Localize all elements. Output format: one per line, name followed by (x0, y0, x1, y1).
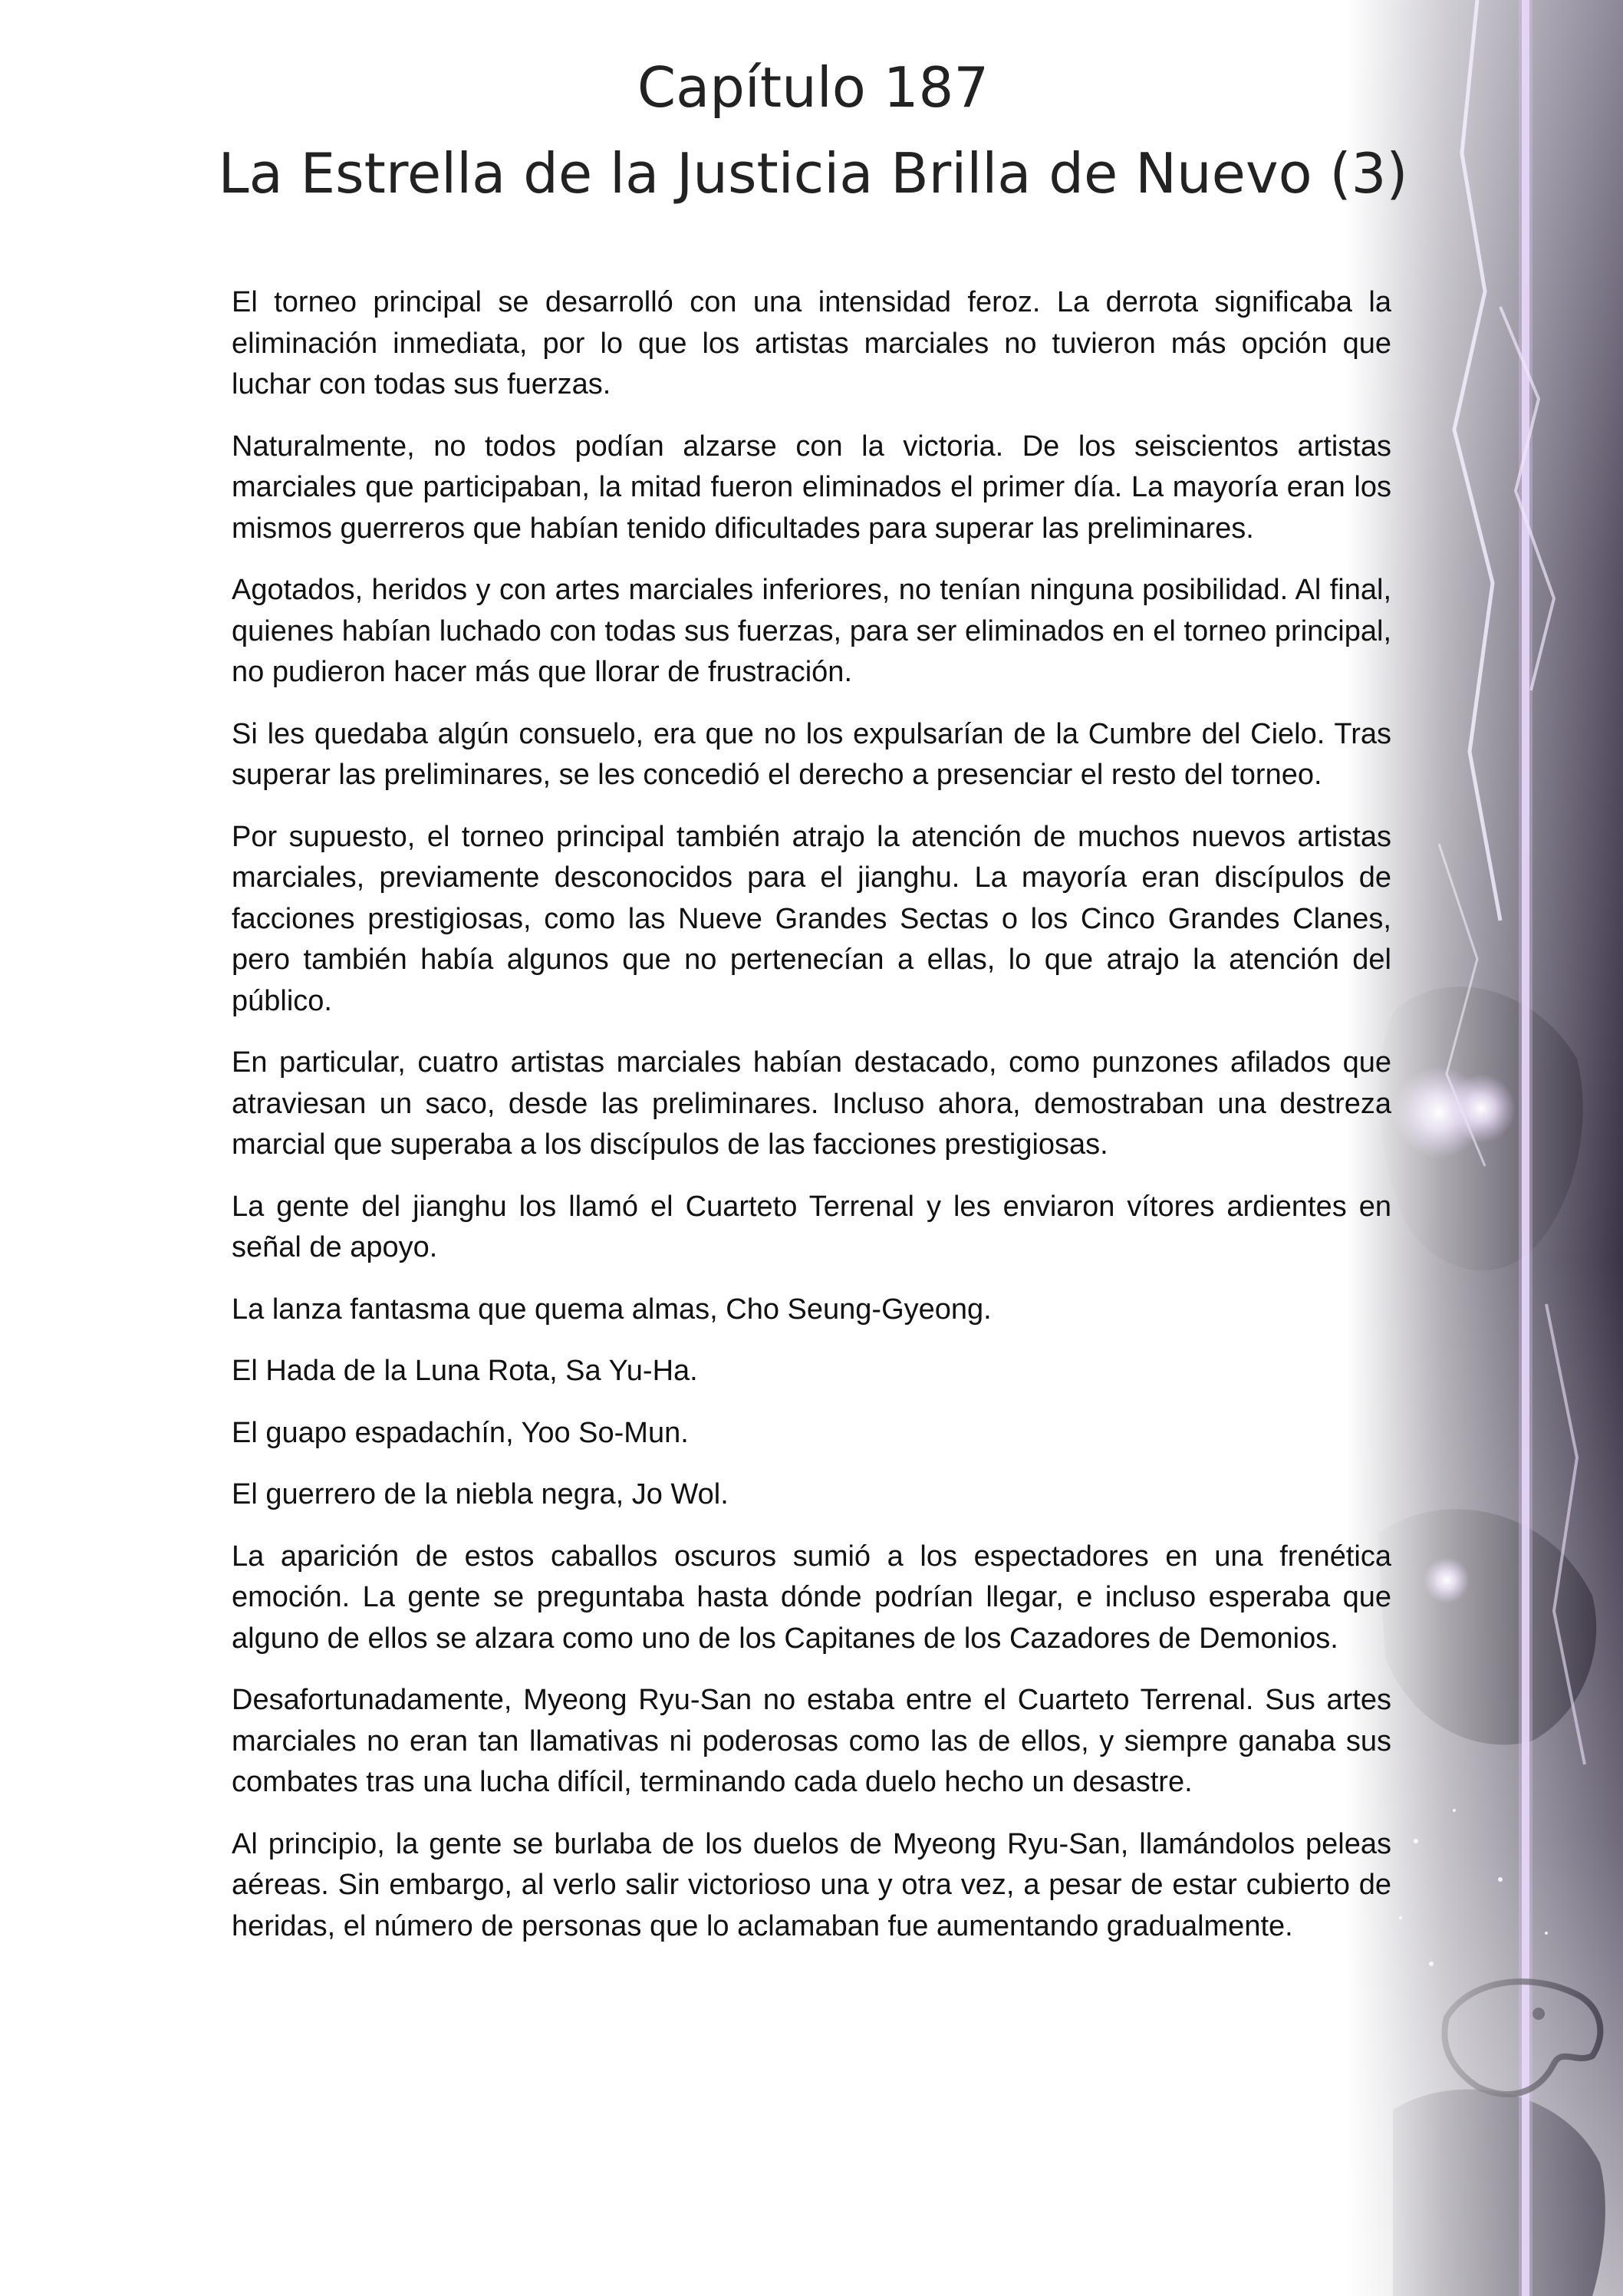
paragraph: La aparición de estos caballos oscuros sumió a los espectadores en una frenética emoción. La gente se preguntaba hasta dónde podrían llegar, e incluso esperaba que alguno de ellos se alzara como uno de los Capitanes de los Cazadores de Demonios. (232, 1540, 1391, 1655)
paragraph: Agotados, heridos y con artes marciales inferiores, no tenían ninguna posibilidad. Al final, quienes habían luchado con todas sus fuerzas, para ser eliminados en el torneo principal, no pudieron hacer más que llorar de frustración. (232, 574, 1391, 688)
paragraph: El Hada de la Luna Rota, Sa Yu-Ha. (232, 1355, 698, 1387)
paragraph: Por supuesto, el torneo principal también atrajo la atención de muchos nuevos artistas marciales, previamente desconocidos para el jianghu. La mayoría eran discípulos de facciones prestigiosas, como las Nueve Grandes Sectas o los Cinco Grandes Clanes, pero también había algunos que no pertenecían a ellas, lo que atrajo la atención del público. (232, 820, 1391, 1017)
paragraph: En particular, cuatro artistas marciales habían destacado, como punzones afilados que atraviesan un saco, desde las preliminares. Incluso ahora, demostraban una destreza marcial que superaba a los discípulos de las facciones prestigiosas. (232, 1046, 1391, 1161)
chapter-header (123, 44, 1503, 216)
paragraph: Si les quedaba algún consuelo, era que no los expulsarían de la Cumbre del Cielo. Tras superar las preliminares, se les concedió el derecho a presenciar el resto del torneo. (232, 717, 1391, 791)
paragraph: El guerrero de la niebla negra, Jo Wol. (232, 1478, 729, 1510)
paragraph: La lanza fantasma que quema almas, Cho Seung-Gyeong. (232, 1293, 992, 1326)
paragraph: Naturalmente, no todos podían alzarse con la victoria. De los seiscientos artistas marciales que participaban, la mitad fueron eliminados el primer día. La mayoría eran los mismos guerreros que habían tenido dificultades para superar las preliminares. (232, 430, 1391, 545)
chapter-body (232, 282, 1391, 1968)
paragraph: Al principio, la gente se burlaba de los duelos de Myeong Ryu-San, llamándolos peleas aéreas. Sin embargo, al verlo salir victorioso una y otra vez, a pesar de estar cubierto de heridas, el número de personas que lo aclamaban fue aumentando gradualmente. (232, 1827, 1391, 1942)
paragraph: La gente del jianghu los llamó el Cuarteto Terrenal y les enviaron vítores ardientes en señal de apoyo. (232, 1190, 1391, 1263)
paragraph: Desafortunadamente, Myeong Ryu-San no estaba entre el Cuarteto Terrenal. Sus artes marciales no eran tan llamativas ni poderosas como las de ellos, y siempre ganaba sus combates tras una lucha difícil, terminando cada duelo hecho un desastre. (232, 1684, 1391, 1798)
paragraph: El torneo principal se desarrolló con una intensidad feroz. La derrota significaba la eliminación inmediata, por lo que los artistas marciales no tuvieron más opción que luchar con todas sus fuerzas. (232, 286, 1391, 400)
paragraph: El guapo espadachín, Yoo So-Mun. (232, 1416, 689, 1449)
chapter-title: La Estrella de la Justicia Brilla de Nuevo (3) (218, 141, 1408, 206)
chapter-number: Capítulo 187 (637, 55, 989, 120)
